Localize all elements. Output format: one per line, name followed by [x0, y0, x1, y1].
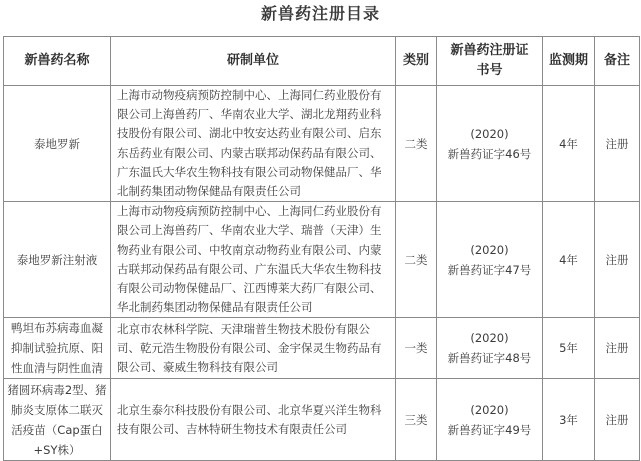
- header-cert-line1: 新兽药注册证: [450, 43, 529, 58]
- header-remarks: 备注: [595, 37, 640, 86]
- table-header-row: [4, 37, 640, 86]
- cert-year: (2020): [470, 126, 509, 141]
- monitoring-period: 3年: [543, 379, 595, 461]
- cert-year: (2020): [470, 242, 509, 257]
- category: 二类: [396, 202, 437, 318]
- developer-units: 北京生泰尔科技股份有限公司、北京华夏兴洋生物科技有限公司、吉林特研生物技术有限责任公司: [111, 379, 396, 461]
- table-row: [4, 318, 640, 379]
- registry-table: [3, 36, 640, 461]
- cert-no: 新兽药证字46号: [447, 146, 532, 161]
- header-category: 类别: [396, 37, 437, 86]
- cert-no: 新兽药证字49号: [447, 422, 532, 437]
- remarks: 注册: [595, 379, 640, 461]
- monitoring-period: 4年: [543, 86, 595, 202]
- header-name: 新兽药名称: [4, 37, 111, 86]
- monitoring-period: 4年: [543, 202, 595, 318]
- table-row: [4, 86, 640, 202]
- remarks: 注册: [595, 318, 640, 379]
- remarks: 注册: [595, 86, 640, 202]
- table-row: [4, 202, 640, 318]
- drug-name: 泰地罗新: [4, 86, 111, 202]
- page-title: 新兽药注册目录: [260, 4, 380, 23]
- cert-no: 新兽药证字47号: [447, 262, 532, 277]
- developer-units: 上海市动物疫病预防控制中心、上海同仁药业股份有限公司上海兽药厂、华南农业大学、瑞普（天津）生物药业有限公司、中牧南京动物药业有限公司、内蒙古联邦动保药品有限公司、广东温氏大华农生物科技有限公司动物保健品厂、江西博莱大药厂有限公司、华北制药集团动物保健品有限责任公司: [111, 202, 396, 318]
- cert-no: 新兽药证字48号: [447, 351, 532, 366]
- cert-number: [437, 318, 543, 379]
- remarks: 注册: [595, 202, 640, 318]
- table-row: [4, 379, 640, 461]
- cert-year: (2020): [470, 402, 509, 417]
- header-cert-number: [437, 37, 543, 86]
- header-units: 研制单位: [111, 37, 396, 86]
- cert-number: [437, 379, 543, 461]
- cert-year: (2020): [470, 331, 509, 346]
- cert-number: [437, 202, 543, 318]
- drug-name: 猪圆环病毒2型、猪肺炎支原体二联灭活疫苗（Cap蛋白+SY株）: [4, 379, 111, 461]
- header-monitoring: 监测期: [543, 37, 595, 86]
- developer-units: 北京市农林科学院、天津瑞普生物技术股份有限公司、乾元浩生物股份有限公司、金宇保灵生物药品有限公司、豪威生物科技有限公司: [111, 318, 396, 379]
- monitoring-period: 5年: [543, 318, 595, 379]
- category: 三类: [396, 379, 437, 461]
- header-cert-line2: 书号: [476, 63, 503, 78]
- cert-number: [437, 86, 543, 202]
- category: 二类: [396, 86, 437, 202]
- drug-name: 鸭坦布苏病毒血凝抑制试验抗原、阳性血清与阴性血清: [4, 318, 111, 379]
- developer-units: 上海市动物疫病预防控制中心、上海同仁药业股份有限公司上海兽药厂、华南农业大学、湖北龙翔药业科技股份有限公司、湖北中牧安达药业有限公司、启东东岳药业有限公司、内蒙古联邦动保药品有限公司、广东温氏大华农生物科技有限公司动物保健品厂、华北制药集团动物保健品有限责任公司: [111, 86, 396, 202]
- category: 一类: [396, 318, 437, 379]
- drug-name: 泰地罗新注射液: [4, 202, 111, 318]
